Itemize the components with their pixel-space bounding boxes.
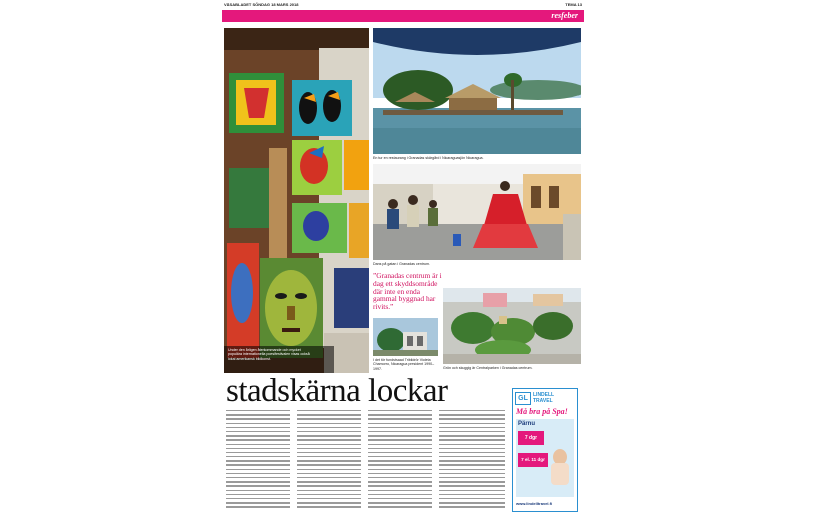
page-header (222, 0, 584, 9)
newspaper-page (222, 0, 584, 516)
dance-caption: Dans på gatan i Granadas centrum. (373, 262, 430, 266)
portrait-photo (373, 318, 438, 356)
body-column-2 (297, 410, 361, 512)
ad-slogan: Må bra på Spa! (516, 407, 568, 416)
park-photo (443, 288, 581, 364)
art-photo (224, 28, 369, 373)
art-photo-graphic (224, 28, 369, 373)
headline: stadskärna lockar (226, 373, 448, 409)
travel-ad (512, 388, 578, 512)
ad-panel (516, 419, 574, 497)
park-caption: Grön och skuggig är Centralparken i Granadas centrum. (443, 366, 533, 370)
ad-logo: GL (515, 392, 531, 405)
section-label: resfeber (551, 11, 578, 20)
body-column-4 (439, 410, 505, 512)
dance-photo-graphic (373, 164, 581, 260)
ad-brand-2: TRAVEL (533, 398, 553, 404)
portrait-photo-graphic (373, 318, 438, 356)
ad-spa-image (548, 447, 572, 487)
ad-logo-row (515, 392, 575, 404)
ad-offer-1-text: 7 dgr (524, 435, 538, 441)
pull-quote: ”Granadas centrum är i dag ett skyddsområde där inte en enda gammal byggnad har rivits.” (373, 271, 442, 312)
island-photo-graphic (373, 28, 581, 154)
body-column-3 (368, 410, 432, 512)
section-bar (222, 10, 584, 22)
ad-offer-2-text: 7 el. 11 dgr (521, 457, 545, 462)
body-column-1 (226, 410, 290, 512)
art-caption: Under den årligen återkommande och mycket populära internationella poesifestivalen visas också lokal amerikansk bildkonst. (228, 348, 310, 361)
island-caption: En tur en restaurang i Granadas skärgård i Nicaraguasjön Nicaragua. (373, 156, 484, 160)
header-right: TEMA 13 (565, 2, 582, 7)
ad-brand-1: LINDELL (533, 392, 555, 398)
dance-photo (373, 164, 581, 260)
ad-offer-2 (518, 453, 548, 467)
ad-destination: Pärnu (518, 421, 536, 427)
ad-offer-1 (518, 431, 544, 445)
portrait-caption: I det tör fundstsaad Tribildrör Violeta Chamorro, Nicaragua president 1990–1997. (373, 358, 435, 371)
ad-footer: www.lindelltravel.fi (516, 501, 553, 506)
island-photo (373, 28, 581, 154)
header-left: VÄSABLADET SÖNDAG 18 MARS 2018 (224, 2, 299, 7)
park-photo-graphic (443, 288, 581, 364)
